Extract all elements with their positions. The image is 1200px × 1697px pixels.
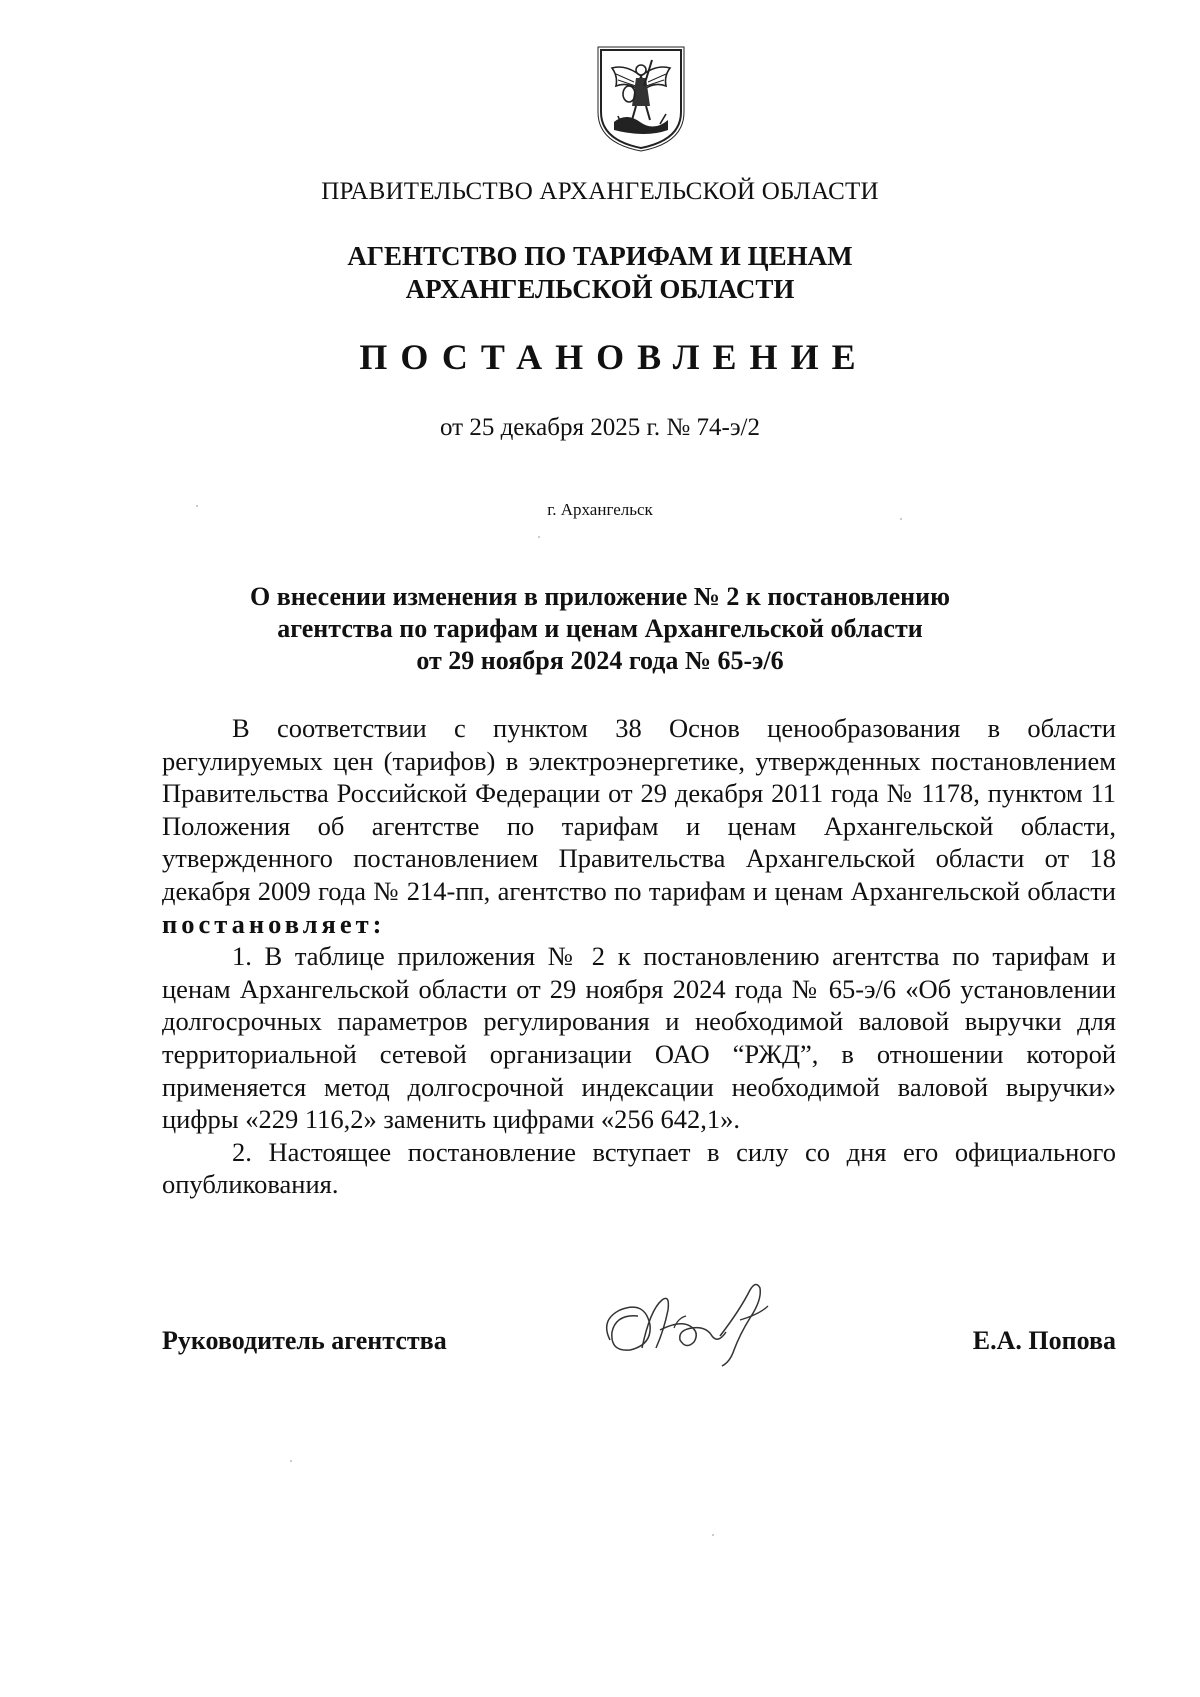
coat-of-arms-icon xyxy=(596,46,686,152)
agency-heading-line2: АРХАНГЕЛЬСКОЙ ОБЛАСТИ xyxy=(405,274,795,304)
agency-heading xyxy=(0,240,1200,306)
signature-block xyxy=(162,1320,1116,1360)
scan-speck xyxy=(900,518,902,520)
body-paragraph-preamble xyxy=(162,712,1116,940)
document-body xyxy=(162,712,1116,1201)
scan-speck xyxy=(196,505,198,507)
preamble-text: В соответствии с пунктом 38 Основ ценообразования в области регулируемых цен (тарифов) в электроэнергетике, утвержденных постановлением Правительства Российской Федерации от 29 декабря 2011 года № 1178, пунктом 11 Положения об агентстве по тарифам и ценам Архангельской области, утвержденного постановлением Правительства Архангельской области от 18 декабря 2009 года № 214-пп, агентство по тарифам и ценам Архангельской области xyxy=(162,713,1116,906)
document-title xyxy=(0,581,1200,677)
document-title-line1: О внесении изменения в приложение № 2 к постановлению xyxy=(250,582,950,611)
document-title-line3: от 29 ноября 2024 года № 65-э/6 xyxy=(416,646,784,675)
signatory-name: Е.А. Попова xyxy=(972,1326,1116,1355)
resolves-word: постановляет: xyxy=(162,908,386,939)
signatory-position: Руководитель агентства xyxy=(162,1326,447,1355)
body-paragraph-item-2: 2. Настоящее постановление вступает в силу со дня его официального опубликования. xyxy=(162,1136,1116,1200)
document-type: ПОСТАНОВЛЕНИЕ xyxy=(359,337,869,377)
scan-speck xyxy=(712,1534,714,1536)
government-heading: ПРАВИТЕЛЬСТВО АРХАНГЕЛЬСКОЙ ОБЛАСТИ xyxy=(321,178,879,205)
scan-speck xyxy=(538,536,540,538)
body-paragraph-item-1: 1. В таблице приложения № 2 к постановлению агентства по тарифам и ценам Архангельской области от 29 ноября 2024 года № 65-э/6 «Об установлении долгосрочных параметров регулирования и необходимой валовой выручки для территориальной сетевой организации ОАО “РЖД”, в отношении которой применяется метод долгосрочной индексации необходимой валовой выручки» цифры «229 116,2» заменить цифрами «256 642,1». xyxy=(162,941,1116,1135)
document-date-number: от 25 декабря 2025 г. № 74-э/2 xyxy=(439,414,761,441)
agency-heading-line1: АГЕНТСТВО ПО ТАРИФАМ И ЦЕНАМ xyxy=(347,241,853,271)
scan-speck xyxy=(290,1460,292,1462)
document-city: г. Архангельск xyxy=(547,500,653,519)
document-title-line2: агентства по тарифам и ценам Архангельской области xyxy=(277,614,923,643)
